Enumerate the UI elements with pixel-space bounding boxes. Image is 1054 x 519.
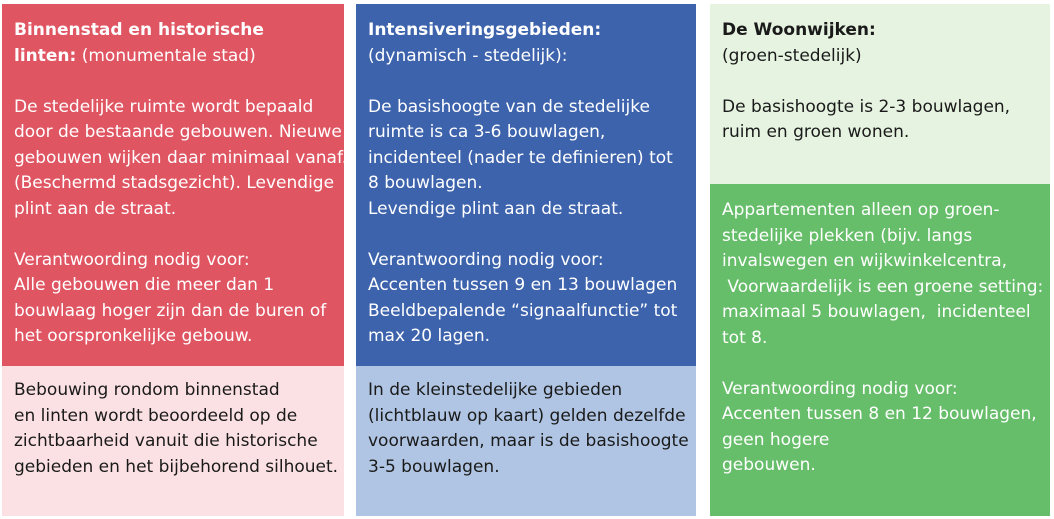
justification-line: gebouwen. bbox=[722, 455, 816, 475]
intensivering-panel bbox=[356, 4, 696, 366]
binnenstad-heading-sub: (monumentale stad) bbox=[81, 45, 256, 66]
description-line: door de bestaande gebouwen. Nieuwe bbox=[14, 122, 342, 142]
note-line: Bebouwing rondom binnenstad bbox=[14, 380, 280, 400]
description-line: ruimte is ca 3-6 bouwlagen, bbox=[368, 122, 606, 142]
intensivering-justification bbox=[368, 248, 690, 350]
note-line: In de kleinstedelijke gebieden bbox=[368, 380, 623, 400]
description-line: De basishoogte van de stedelijke bbox=[368, 96, 650, 117]
note-line: maximaal 5 bouwlagen, incidenteel bbox=[722, 302, 1031, 322]
binnenstad-description bbox=[14, 95, 348, 223]
binnenstad-justification bbox=[14, 248, 338, 350]
justification-line: Alle gebouwen die meer dan 1 bbox=[14, 275, 275, 295]
binnenstad-panel bbox=[2, 4, 348, 366]
intensivering-note bbox=[368, 378, 690, 480]
note-line: Voorwaardelijk is een groene setting: bbox=[722, 276, 1044, 297]
intensivering-description bbox=[368, 95, 690, 223]
woonwijken-panel bbox=[710, 4, 1050, 184]
note-line: en linten wordt beoordeeld op de bbox=[14, 405, 298, 426]
note-line: 3-5 bouwlagen. bbox=[368, 456, 500, 477]
binnenstad-note bbox=[14, 378, 338, 480]
description-line: Levendige plint aan de straat. bbox=[368, 198, 624, 219]
binnenstad-heading-bold-2: linten: bbox=[14, 45, 77, 66]
justification-line: Verantwoording nodig voor: bbox=[14, 249, 250, 270]
justification-line: Accenten tussen 8 en 12 bouwlagen, bbox=[722, 404, 1037, 424]
justification-line: Beeldbepalende “signaalfunctie” tot bbox=[368, 300, 678, 321]
intensivering-note-panel bbox=[356, 366, 696, 516]
justification-line: het oorspronkelijke gebouw. bbox=[14, 326, 253, 346]
note-line: tot 8. bbox=[722, 327, 768, 348]
note-line: gebieden en het bijbehorend silhouet. bbox=[14, 456, 339, 477]
description-line: De basishoogte is 2-3 bouwlagen, bbox=[722, 96, 1011, 117]
intensivering-heading bbox=[368, 18, 690, 69]
note-line: Appartementen alleen op groen- bbox=[722, 200, 1000, 220]
description-line: De stedelijke ruimte wordt bepaald bbox=[14, 96, 314, 117]
intensivering-heading-bold: Intensiveringsgebieden: bbox=[368, 20, 602, 40]
woonwijken-heading bbox=[722, 18, 1044, 69]
description-line: 8 bouwlagen. bbox=[368, 173, 483, 193]
woonwijken-heading-sub: (groen-stedelijk) bbox=[722, 45, 862, 66]
woonwijken-description bbox=[722, 95, 1044, 146]
note-line: zichtbaarheid vanuit die historische bbox=[14, 431, 318, 451]
description-line: (Beschermd stadsgezicht). Levendige bbox=[14, 173, 335, 193]
justification-line: geen hogere bbox=[722, 429, 830, 450]
justification-line: Verantwoording nodig voor: bbox=[722, 378, 958, 399]
woonwijken-note-panel bbox=[710, 184, 1050, 516]
justification-line: bouwlaag hoger zijn dan de buren of bbox=[14, 300, 327, 321]
justification-line: Verantwoording nodig voor: bbox=[368, 249, 604, 270]
description-line: ruim en groen wonen. bbox=[722, 122, 910, 142]
woonwijken-note bbox=[722, 198, 1044, 351]
woonwijken-justification bbox=[722, 377, 1044, 479]
binnenstad-heading bbox=[14, 18, 338, 69]
justification-line: Accenten tussen 9 en 13 bouwlagen bbox=[368, 275, 678, 295]
note-line: invalswegen en wijkwinkelcentra, bbox=[722, 251, 1008, 271]
description-line: plint aan de straat. bbox=[14, 198, 177, 219]
binnenstad-note-panel bbox=[2, 366, 344, 516]
binnenstad-heading-bold: Binnenstad en historische bbox=[14, 20, 264, 40]
justification-line: max 20 lagen. bbox=[368, 326, 491, 346]
description-line: incidenteel (nader te definieren) tot bbox=[368, 147, 673, 168]
note-line: stedelijke plekken (bijv. langs bbox=[722, 225, 973, 246]
intensivering-heading-sub: (dynamisch - stedelijk): bbox=[368, 45, 568, 66]
description-line: gebouwen wijken daar minimaal vanaf. bbox=[14, 147, 348, 168]
note-line: (lichtblauw op kaart) gelden dezelfde bbox=[368, 405, 686, 426]
note-line: voorwaarden, maar is de basishoogte bbox=[368, 431, 689, 451]
woonwijken-heading-bold: De Woonwijken: bbox=[722, 20, 876, 40]
